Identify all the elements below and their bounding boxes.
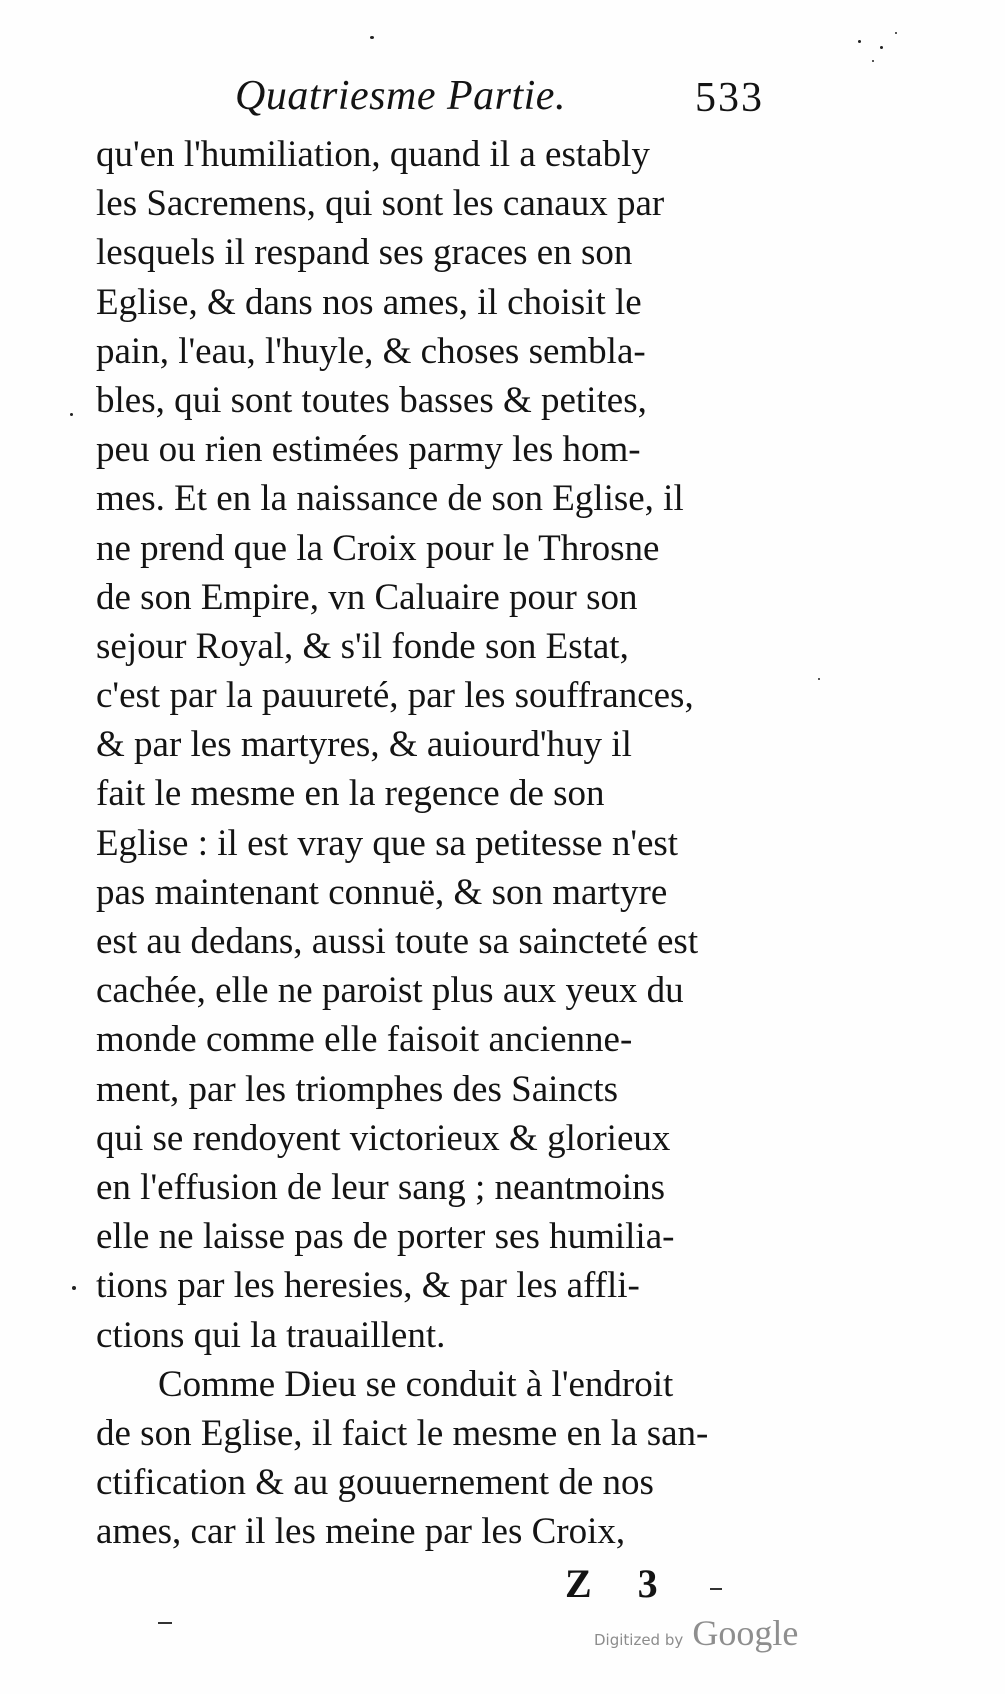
- signature-mark: Z 3: [565, 1561, 676, 1606]
- text-line: pas maintenant connuë, & son martyre: [96, 871, 668, 913]
- text-line: qu'en l'humiliation, quand il a estably: [96, 134, 650, 175]
- scan-speck: [872, 60, 874, 62]
- text-line: Eglise : il est vray que sa petitesse n'est: [96, 822, 679, 864]
- text-line: ne prend que la Croix pour le Throsne: [96, 527, 660, 569]
- scan-speck: [72, 1286, 76, 1290]
- text-line: & par les martyres, & auiourd'huy il: [96, 724, 632, 766]
- text-line: ames, car il les meine par les Croix,: [96, 1511, 626, 1553]
- text-line: bles, qui sont toutes basses & petites,: [96, 379, 647, 421]
- text-line: tions par les heresies, & par les affli-: [96, 1265, 640, 1307]
- body-text: [96, 130, 836, 1556]
- text-line: monde comme elle faisoit ancienne-: [96, 1019, 633, 1061]
- text-line: est au dedans, aussi toute sa saincteté est: [96, 921, 699, 962]
- scan-speck: [895, 32, 897, 34]
- text-line: peu ou rien estimées parmy les hom-: [96, 429, 641, 471]
- scan-speck: [818, 678, 820, 680]
- digitization-watermark: [594, 1612, 798, 1654]
- text-line: ctification & au gouuernement de nos: [96, 1462, 654, 1504]
- text-line: mes. Et en la naissance de son Eglise, il: [96, 478, 684, 520]
- text-line: de son Empire, vn Caluaire pour son: [96, 576, 638, 618]
- text-line: ment, par les triomphes des Saincts: [96, 1068, 619, 1110]
- text-line: sejour Royal, & s'il fonde son Estat,: [96, 625, 629, 667]
- scan-speck: [858, 40, 861, 43]
- page-number: 533: [695, 75, 764, 121]
- text-line: pain, l'eau, l'huyle, & choses sembla-: [96, 330, 646, 372]
- text-line: qui se rendoyent victorieux & glorieux: [96, 1117, 671, 1159]
- scan-speck: [70, 413, 73, 416]
- text-line: cachée, elle ne paroist plus aux yeux du: [96, 970, 684, 1012]
- text-line: de son Eglise, il faict le mesme en la san-: [96, 1412, 709, 1454]
- text-line: Eglise, & dans nos ames, il choisit le: [96, 281, 642, 323]
- text-line: fait le mesme en la regence de son: [96, 773, 605, 815]
- text-line: ctions qui la trauaillent.: [96, 1314, 446, 1356]
- watermark-brand: Google: [692, 1613, 799, 1653]
- text-line: en l'effusion de leur sang ; neantmoins: [96, 1166, 666, 1208]
- paragraph-start-line: Comme Dieu se conduit à l'endroit: [158, 1363, 674, 1405]
- running-title: Quatriesme Partie.: [235, 73, 566, 119]
- scan-dash: [710, 1588, 722, 1590]
- text-line: elle ne laisse pas de porter ses humilia-: [96, 1216, 675, 1258]
- text-line: c'est par la pauureté, par les souffrances,: [96, 675, 694, 717]
- scan-dash: [158, 1622, 172, 1624]
- text-line: les Sacremens, qui sont les canaux par: [96, 183, 665, 225]
- scan-speck: [370, 36, 374, 39]
- scan-speck: [880, 46, 883, 49]
- text-line: lesquels il respand ses graces en son: [96, 232, 633, 274]
- watermark-prefix: Digitized by: [594, 1631, 684, 1649]
